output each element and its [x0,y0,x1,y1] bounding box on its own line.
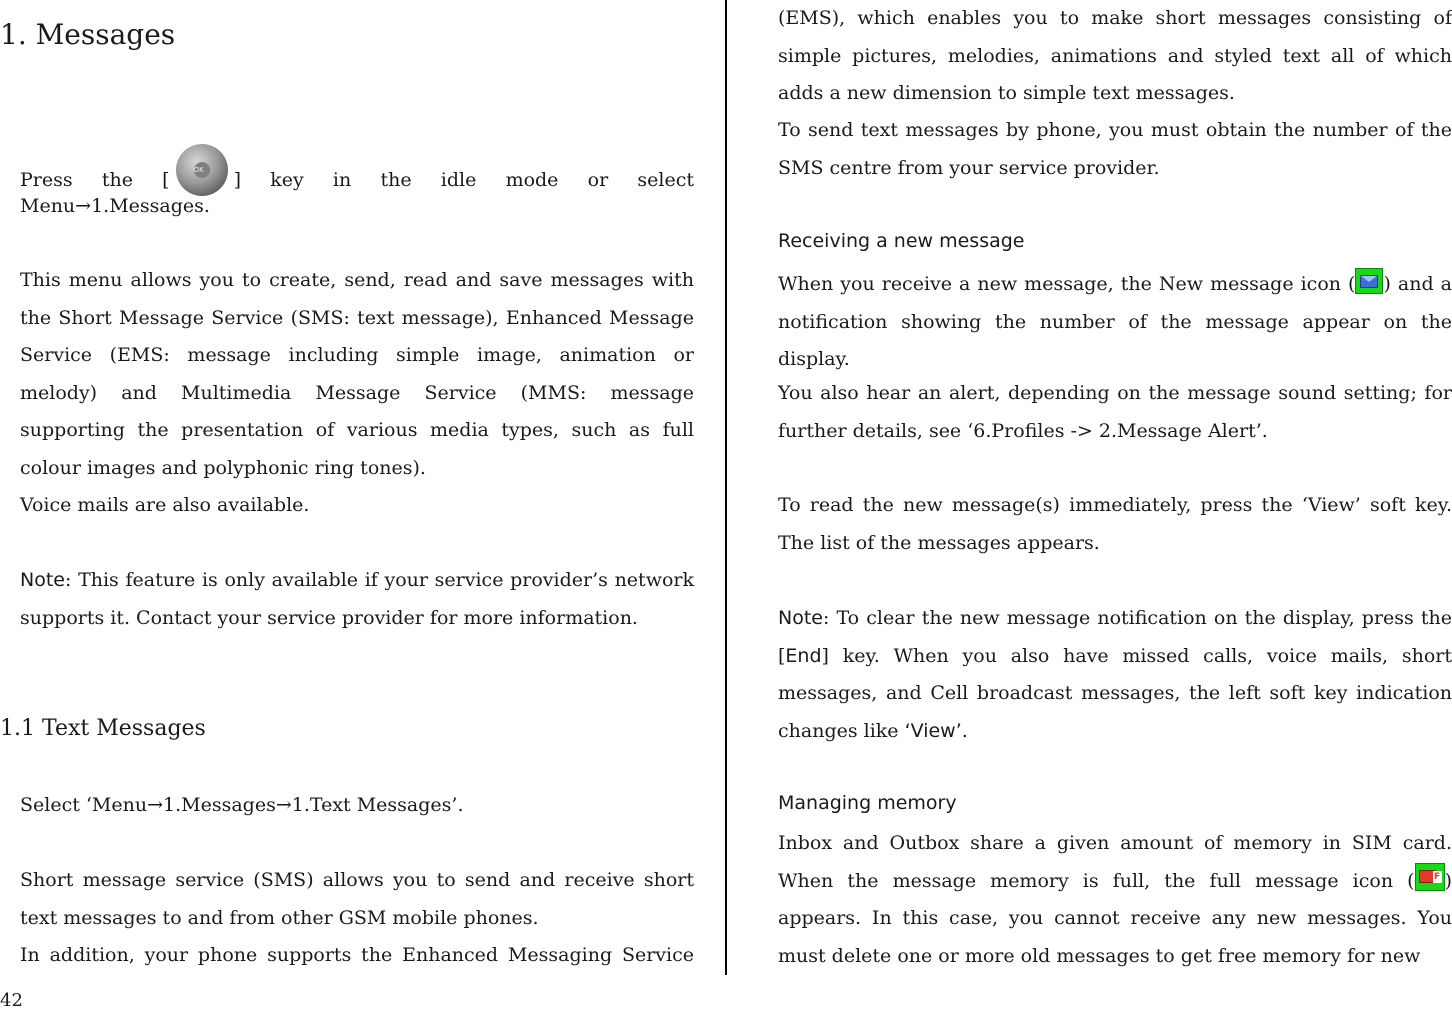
note-text: : This feature is only available if your service provider’s network supports it. Contact your service provider for more information. [20,569,694,629]
note-paragraph-left [20,562,694,637]
sms-paragraph: Short message service (SMS) allows you to send and receive short text messages to and from other GSM mobile phones. [20,869,694,929]
memory-paragraph [778,825,1452,975]
note-label-right: Note [778,607,823,629]
memory-text-after: ) appears. In this case, you cannot receive any new messages. You must delete one or more old messages to get free memory for new [778,869,1452,967]
memory-full-icon: F [1415,863,1445,891]
ems-continuation-paragraph: (EMS), which enables you to make short messages consisting of simple pictures, melodies, animations and styled text all of which adds a new dimension to simple text messages. [778,7,1452,104]
select-path-paragraph: Select ‘Menu→1.Messages→1.Text Messages’. [20,794,464,816]
receive-paragraph [778,266,1452,379]
receiving-heading: Receiving a new message [778,230,1025,252]
section-heading-text-messages: 1.1 Text Messages [0,716,206,741]
new-message-icon [1355,268,1383,294]
intro-paragraph: This menu allows you to create, send, read and save messages with the Short Message Service (SMS: text message), Enhanced Message Service (EMS: message including simple image, animation or melody) and Multimedia Message Service (MMS: message supporting the presentation of various media types, such as full colour images and polyphonic ring tones). [20,269,694,479]
note-text-middle: ] key. When you also have missed calls, voice mails, short messages, and Cell broadcast messages, the left soft key indication changes like [778,644,1452,742]
voice-mail-paragraph: Voice mails are also available. [20,494,310,516]
end-key-label: End [785,644,822,667]
note-paragraph-right [778,600,1452,750]
page-title: 1. Messages [0,18,176,51]
receive-text-before: When you receive a new message, the New message icon ( [778,273,1356,295]
sms-centre-paragraph: To send text messages by phone, you must obtain the number of the SMS centre from your service provider. [778,119,1452,179]
note-text-before: : To clear the new message notification on the display, press the [ [778,607,1452,667]
navigation-key-icon: OK [176,144,228,196]
note-text-end: . [961,719,968,742]
press-menu-path: Menu→1.Messages. [20,195,210,217]
receive-text-after: ) and a notification showing the number of the message appear on the display. [778,273,1452,370]
press-text-before: Press the [ [20,169,170,191]
ems-start-paragraph: In addition, your phone supports the Enhanced Messaging Service [20,944,694,966]
column-divider [725,0,727,975]
press-text-after: ] key in the idle mode or select [233,169,694,191]
managing-memory-heading: Managing memory [778,792,957,814]
note-label: Note [20,569,65,591]
view-softkey-label: ‘View’ [904,719,962,742]
read-paragraph: To read the new message(s) immediately, press the ‘View’ soft key. The list of the messages appears. [778,494,1452,554]
memory-text-before: Inbox and Outbox share a given amount of memory in SIM card. When the message memory is full, the full message icon ( [778,832,1452,892]
page-number: 42 [0,990,23,1011]
alert-paragraph: You also hear an alert, depending on the message sound setting; for further details, see ‘6.Profiles -> 2.Message Alert’. [778,382,1452,442]
